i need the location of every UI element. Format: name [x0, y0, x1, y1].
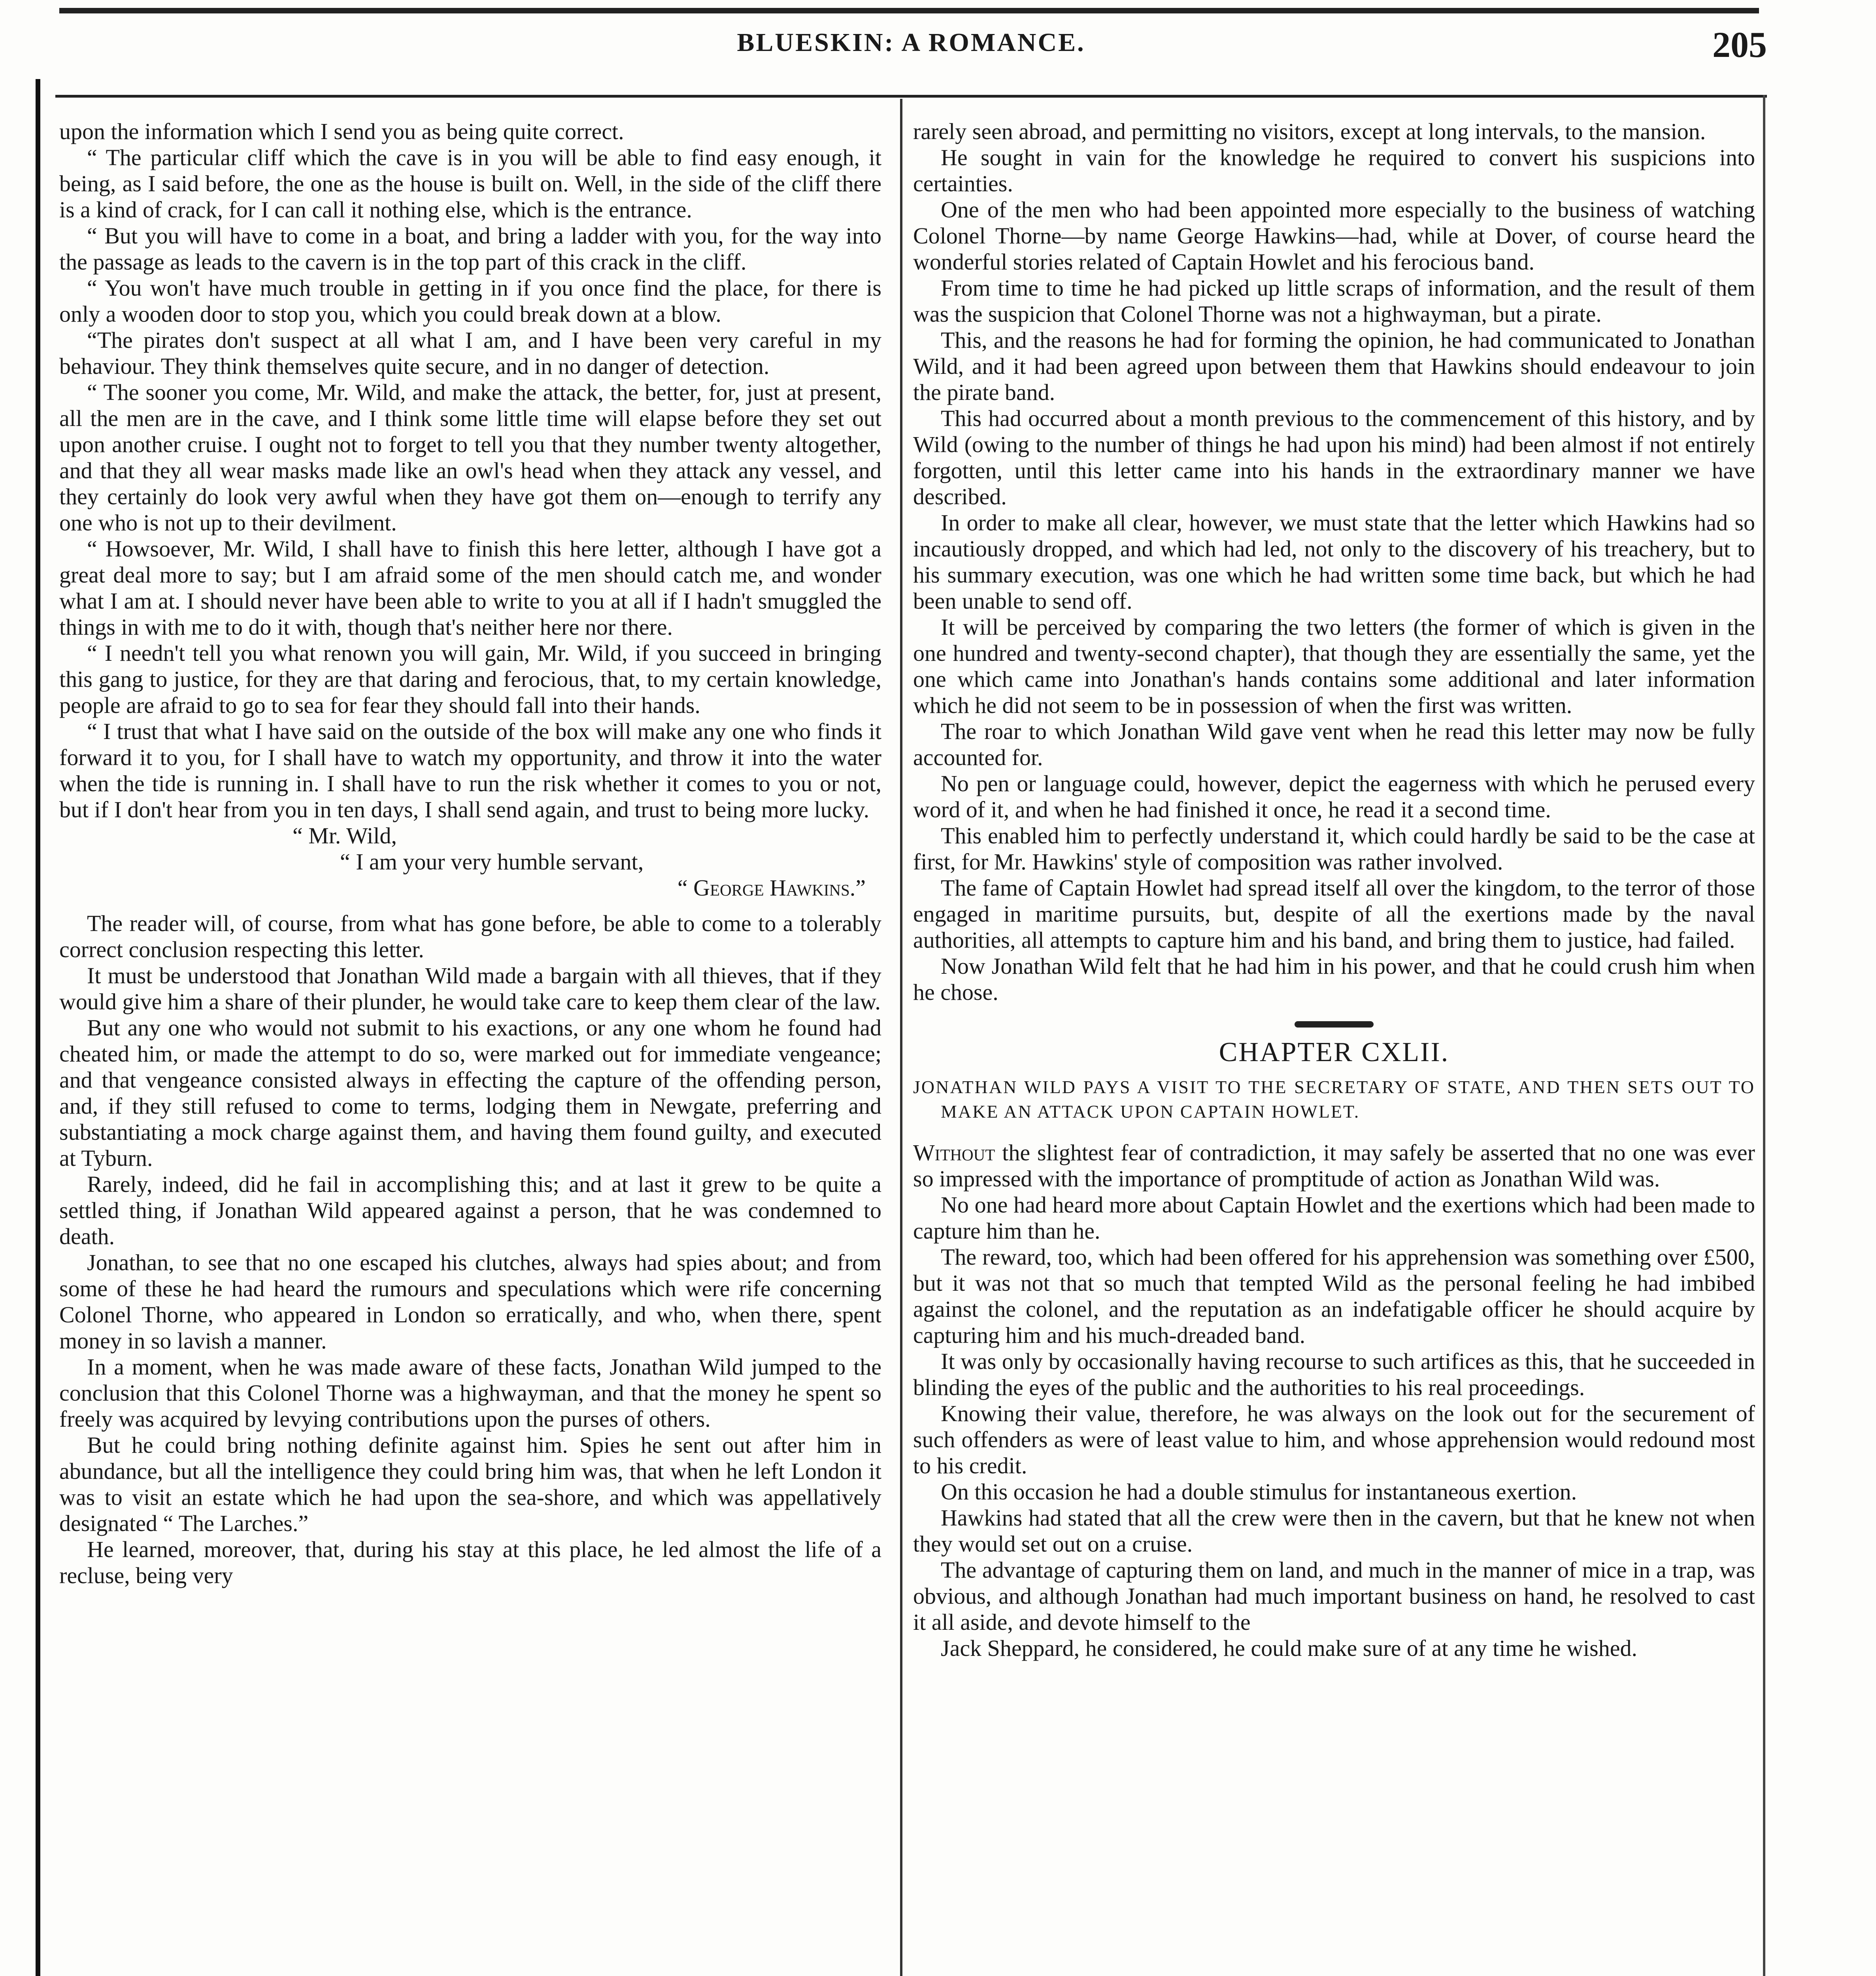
paragraph: “ Howsoever, Mr. Wild, I shall have to finish this here letter, although I have got a great deal more to say; but I am afraid some of the men should catch me, and wonder what I am at. I should never have been able to write to you at all if I hadn't smuggled the things in with me to do it with, though that's neither here nor there. — [59, 536, 881, 640]
first-paragraph-text: the slightest fear of contradiction, it may safely be asserted that no one was ever so impressed with the importance of promptitude of action as Jonathan Wild was. — [913, 1140, 1755, 1192]
top-rule — [59, 8, 1759, 13]
paragraph: “The pirates don't suspect at all what I am, and I have been very careful in my behaviour. They think themselves quite secure, and in no danger of detection. — [59, 327, 881, 379]
paragraph: “ The sooner you come, Mr. Wild, and make the attack, the better, for, just at present, all the men are in the cave, and I think some little time will elapse before they set out upon another cruise. I ought not to forget to tell you that they number twenty altogether, and that they all wear masks made like an owl's head when they attack any vessel, and they certainly do look very awful when they have got them on—enough to terrify any one who is not up to their devilment. — [59, 379, 881, 535]
chapter-heading: CHAPTER CXLII. — [1219, 1037, 1449, 1067]
chapter-synopsis: JONATHAN WILD PAYS A VISIT TO THE SECRETARY OF STATE, AND THEN SETS OUT TO MAKE AN ATTACK UPON CAPTAIN HOWLET. — [913, 1077, 1755, 1122]
paragraph: It must be understood that Jonathan Wild made a bargain with all thieves, that if they would give him a share of their plunder, he would take care to keep them clear of the law. — [59, 963, 881, 1014]
column-divider — [900, 99, 902, 1976]
paragraph: Jack Sheppard, he considered, he could make sure of at any time he wished. — [941, 1635, 1637, 1661]
header-rule — [55, 95, 1767, 98]
paragraph: This, and the reasons he had for forming the opinion, he had communicated to Jonathan Wild, and it had been agreed upon between them that Hawkins should endeavour to join the pirate band. — [913, 327, 1755, 405]
paragraph: But he could bring nothing definite against him. Spies he sent out after him in abundance, but all the intelligence they could bring him was, that when he left London it was to visit an estate which he had upon the sea-shore, and which was appellatively designated “ The Larches.” — [59, 1432, 881, 1536]
paragraph: In a moment, when he was made aware of these facts, Jonathan Wild jumped to the conclusion that this Colonel Thorne was a highwayman, and that the money he spent so freely was acquired by levying contributions upon the purses of others. — [59, 1354, 881, 1432]
paragraph: “ I needn't tell you what renown you will gain, Mr. Wild, if you succeed in bringing this gang to justice, for they are that daring and ferocious, that, to my certain knowledge, people are afraid to go to sea for fear they should fall into their hands. — [59, 640, 881, 718]
left-column — [59, 119, 881, 1589]
page-number: 205 — [1712, 25, 1767, 65]
left-border — [36, 79, 40, 1976]
paragraph: From time to time he had picked up little scraps of information, and the result of them was the suspicion that Colonel Thorne was not a highwayman, but a pirate. — [913, 275, 1755, 327]
chapter-first-paragraph — [913, 1140, 1755, 1192]
page-header — [55, 24, 1767, 91]
lead-word: Without — [913, 1140, 995, 1165]
paragraph: Knowing their value, therefore, he was always on the look out for the securement of such offenders as were of least value to him, and whose apprehension would redound most to his credit. — [913, 1401, 1755, 1478]
paragraph: But any one who would not submit to his exactions, or any one whom he found had cheated him, or made the attempt to do so, were marked out for immediate vengeance; and that vengeance consisted always in effecting the capture of the offending person, and, if they still refused to come to terms, lodging them in Newgate, preferring and substantiating a mock charge against them, and having them found guilty, and executed at Tyburn. — [59, 1015, 881, 1171]
paragraph: It will be perceived by comparing the two letters (the former of which is given in the one hundred and twenty-second chapter), that though they are essentially the same, yet the one which came into Jonathan's hands contains some additional and later information which he did not seem to be in possession of when the first was written. — [913, 614, 1755, 718]
paragraph: “ I trust that what I have said on the outside of the box will make any one who finds it forward it to you, for I shall have to watch my opportunity, and throw it into the water when the tide is running in. I shall have to run the risk whether it comes to you or not, but if I don't hear from you in ten days, I shall send again, and trust to being more lucky. — [59, 718, 881, 822]
paragraph: This had occurred about a month previous to the commencement of this history, and by Wild (owing to the number of things he had upon his mind) had been almost if not entirely forgotten, until this letter came into his hands in the extraordinary manner we have described. — [913, 405, 1755, 509]
paragraph: Now Jonathan Wild felt that he had him in his power, and that he could crush him when he chose. — [913, 953, 1755, 1005]
paragraph: The reader will, of course, from what has gone before, be able to come to a tolerably correct conclusion respecting this letter. — [59, 911, 881, 962]
paragraph: No pen or language could, however, depict the eagerness with which he perused every word of it, and when he had finished it once, he read it a second time. — [913, 771, 1755, 822]
paragraph: No one had heard more about Captain Howlet and the exertions which had been made to capture him than he. — [913, 1192, 1755, 1244]
paragraph: It was only by occasionally having recourse to such artifices as this, that he succeeded in blinding the eyes of the public and the authorities to his real proceedings. — [913, 1348, 1755, 1400]
paragraph: The roar to which Jonathan Wild gave vent when he read this letter may now be fully accounted for. — [913, 718, 1755, 770]
paragraph: Jonathan, to see that no one escaped his clutches, always had spies about; and from some of these he had heard the rumours and speculations which were rife concerning Colonel Thorne, who appeared in London so erratically, and who, when there, spent money in so lavish a manner. — [59, 1250, 881, 1354]
paragraph: Hawkins had stated that all the crew were then in the cavern, but that he knew not when they would set out on a cruise. — [913, 1505, 1755, 1557]
right-border — [1763, 95, 1765, 1976]
paragraph: “ The particular cliff which the cave is in you will be able to find easy enough, it being, as I said before, the one as the house is built on. Well, in the side of the cliff there is a kind of crack, for I can call it nothing else, which is the entrance. — [59, 145, 881, 222]
paragraph: Rarely, indeed, did he fail in accomplishing this; and at last it grew to be quite a settled thing, if Jonathan Wild appeared against a person, that he was condemned to death. — [59, 1171, 881, 1249]
letter-signature: “ George Hawkins.” — [677, 875, 866, 901]
running-title: BLUESKIN: A ROMANCE. — [737, 28, 1085, 57]
paragraph: rarely seen abroad, and permitting no visitors, except at long intervals, to the mansion. — [913, 119, 1706, 144]
section-ornament — [1295, 1021, 1374, 1028]
paragraph: He learned, moreover, that, during his stay at this place, he led almost the life of a recluse, being very — [59, 1537, 881, 1588]
paragraph: “ But you will have to come in a boat, and bring a ladder with you, for the way into the passage as leads to the cavern is in the top part of this crack in the cliff. — [59, 223, 881, 275]
paragraph: In order to make all clear, however, we must state that the letter which Hawkins had so incautiously dropped, and which had led, not only to the discovery of his treachery, but to his summary execution, was one which he had written some time back, but which he had been unable to send off. — [913, 510, 1755, 614]
paragraph: He sought in vain for the knowledge he required to convert his suspicions into certainties. — [913, 145, 1755, 196]
paragraph: On this occasion he had a double stimulus for instantaneous exertion. — [941, 1479, 1577, 1505]
paragraph: “ You won't have much trouble in getting in if you once find the place, for there is only a wooden door to stop you, which you could break down at a blow. — [59, 275, 881, 327]
paragraph: This enabled him to perfectly understand it, which could hardly be said to be the case at first, for Mr. Hawkins' style of composition was rather involved. — [913, 823, 1755, 875]
paragraph: The fame of Captain Howlet had spread itself all over the kingdom, to the terror of those engaged in maritime pursuits, but, despite of all the exertions made by the naval authorities, all attempts to capture him and his band, and bring them to justice, had failed. — [913, 875, 1755, 953]
right-column — [913, 119, 1755, 1661]
paragraph: The reward, too, which had been offered for his apprehension was something over £500, but it was not that so much that tempted Wild as the personal feeling he had imbibed against the colonel, and the reputation as an indefatigable officer he should acquire by capturing him and his much-dreaded band. — [913, 1244, 1755, 1348]
paragraph: One of the men who had been appointed more especially to the business of watching Colonel Thorne—by name George Hawkins—had, while at Dover, of course heard the wonderful stories related of Captain Howlet and his ferocious band. — [913, 197, 1755, 275]
paragraph: upon the information which I send you as being quite correct. — [59, 119, 624, 144]
letter-salutation: “ Mr. Wild, — [293, 823, 397, 848]
letter-closing: “ I am your very humble servant, — [340, 849, 644, 875]
paragraph: The advantage of capturing them on land, and much in the manner of mice in a trap, was obvious, and although Jonathan had much important business on hand, he resolved to cast it all aside, and devote himself to the — [913, 1557, 1755, 1635]
